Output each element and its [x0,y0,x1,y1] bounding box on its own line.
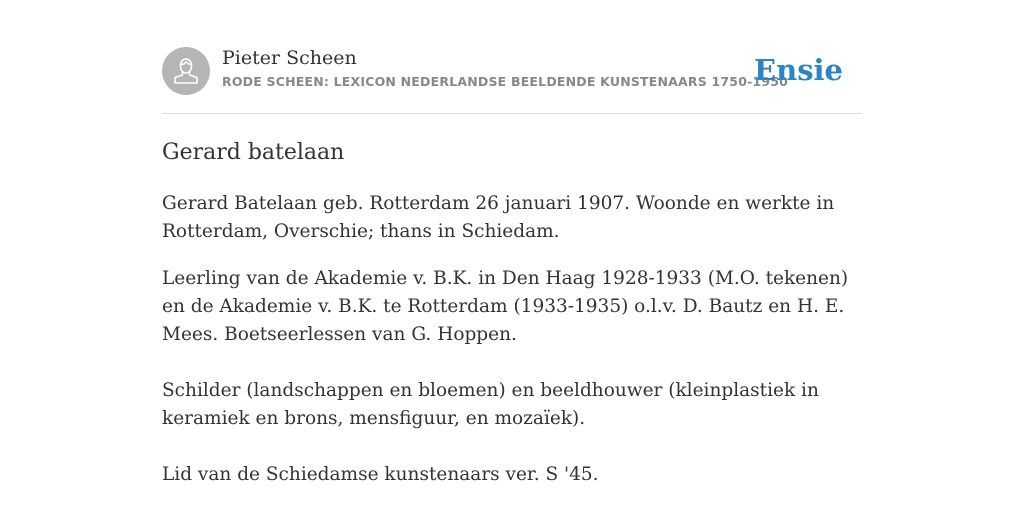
article-title: Gerard batelaan [162,140,345,165]
paragraph-education: Leerling van de Akademie v. B.K. in Den Haag 1928-1933 (M.O. tekenen) en de Akademie v. B.K. te Rotterdam (1933-1935) o.l.v. D. Bautz en H. E. Mees. Boetseerlessen van G. Hoppen. [162,268,849,345]
user-icon [162,47,210,95]
brand-logo[interactable]: Ensie [754,53,843,87]
author-name[interactable]: Pieter Scheen [222,47,357,69]
paragraph-work: Schilder (landschappen en bloemen) en beeldhouwer (kleinplastiek in keramiek en brons, mensfiguur, en mozaïek). [162,380,819,429]
article-card [162,46,862,485]
paragraph-membership: Lid van de Schiedamse kunstenaars ver. S '45. [162,464,599,485]
article-body [162,190,862,508]
author-avatar[interactable] [162,47,210,95]
source-label[interactable]: RODE SCHEEN: LEXICON NEDERLANDSE BEELDENDE KUNSTENAARS 1750-1950 [222,74,789,89]
paragraph-birth: Gerard Batelaan geb. Rotterdam 26 januari 1907. Woonde en werkte in Rotterdam, Overschie; thans in Schiedam. [162,193,835,242]
article-header [162,46,862,114]
